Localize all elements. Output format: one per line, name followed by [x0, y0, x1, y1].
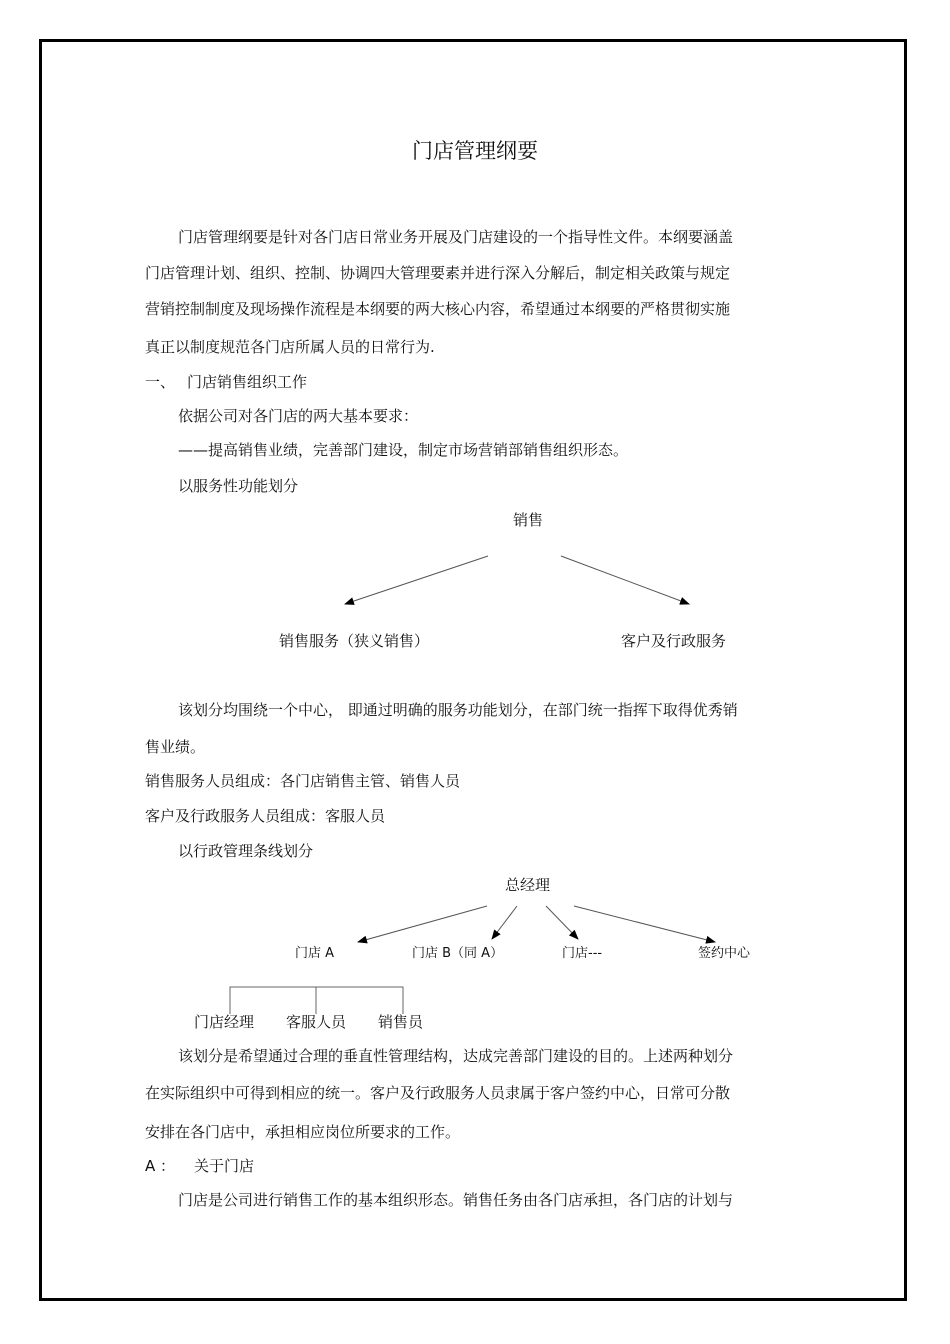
- sectionA-label: A ：: [145, 1157, 176, 1175]
- summary-line-2: 在实际组织中可得到相应的统一。客户及行政服务人员隶属于客户签约中心，日常可分散: [145, 1084, 731, 1102]
- sectionA-text: 门店是公司进行销售工作的基本组织形态。销售任务由各门店承担，各门店的计划与: [178, 1191, 734, 1209]
- admin-division-label: 以行政管理条线划分: [178, 842, 314, 860]
- section1-requirement: ——提高销售业绩，完善部门建设，制定市场营销部销售组织形态。: [178, 441, 629, 459]
- store-staff-customer-service: 客服人员: [286, 1013, 347, 1031]
- diagram2-store-other: 门店---: [562, 946, 603, 961]
- store-staff-sales: 销售员: [378, 1013, 424, 1031]
- diagram2-store-b: 门店 B（同 A）: [412, 946, 504, 961]
- admin-staff-composition: 客户及行政服务人员组成：客服人员: [145, 807, 386, 825]
- intro-line-2: 门店管理计划、组织、控制、协调四大管理要素并进行深入分解后，制定相关政策与规定: [145, 264, 731, 282]
- sectionA-heading: 关于门店: [194, 1157, 255, 1175]
- store-staff-manager: 门店经理: [194, 1013, 255, 1031]
- diagram2-store-a: 门店 A: [295, 946, 335, 961]
- intro-line-1: 门店管理纲要是针对各门店日常业务开展及门店建设的一个指导性文件。本纲要涵盖: [178, 228, 734, 246]
- section1-number: 一、: [145, 373, 176, 391]
- service-division-label: 以服务性功能划分: [178, 477, 299, 495]
- diagram2-root: 总经理: [505, 876, 551, 894]
- explanation-line-1: 该划分均围绕一个中心， 即通过明确的服务功能划分，在部门统一指挥下取得优秀销: [178, 701, 738, 719]
- summary-line-1: 该划分是希望通过合理的垂直性管理结构，达成完善部门建设的目的。上述两种划分: [178, 1047, 734, 1065]
- diagram1-right-node: 客户及行政服务: [621, 632, 727, 650]
- sales-staff-composition: 销售服务人员组成：各门店销售主管、销售人员: [145, 772, 461, 790]
- intro-line-3: 营销控制制度及现场操作流程是本纲要的两大核心内容，希望通过本纲要的严格贯彻实施: [145, 300, 731, 318]
- intro-line-4: 真正以制度规范各门店所属人员的日常行为.: [145, 338, 435, 356]
- summary-line-3: 安排在各门店中，承担相应岗位所要求的工作。: [145, 1123, 461, 1141]
- section1-basis: 依据公司对各门店的两大基本要求：: [178, 407, 419, 425]
- diagram2-signing-center: 签约中心: [698, 946, 751, 961]
- explanation-line-2: 售业绩。: [145, 738, 206, 756]
- diagram1-left-node: 销售服务（狭义销售）: [279, 632, 430, 650]
- section1-heading: 门店销售组织工作: [187, 373, 308, 391]
- page-title: 门店管理纲要: [412, 139, 538, 163]
- diagram1-root: 销售: [513, 511, 544, 529]
